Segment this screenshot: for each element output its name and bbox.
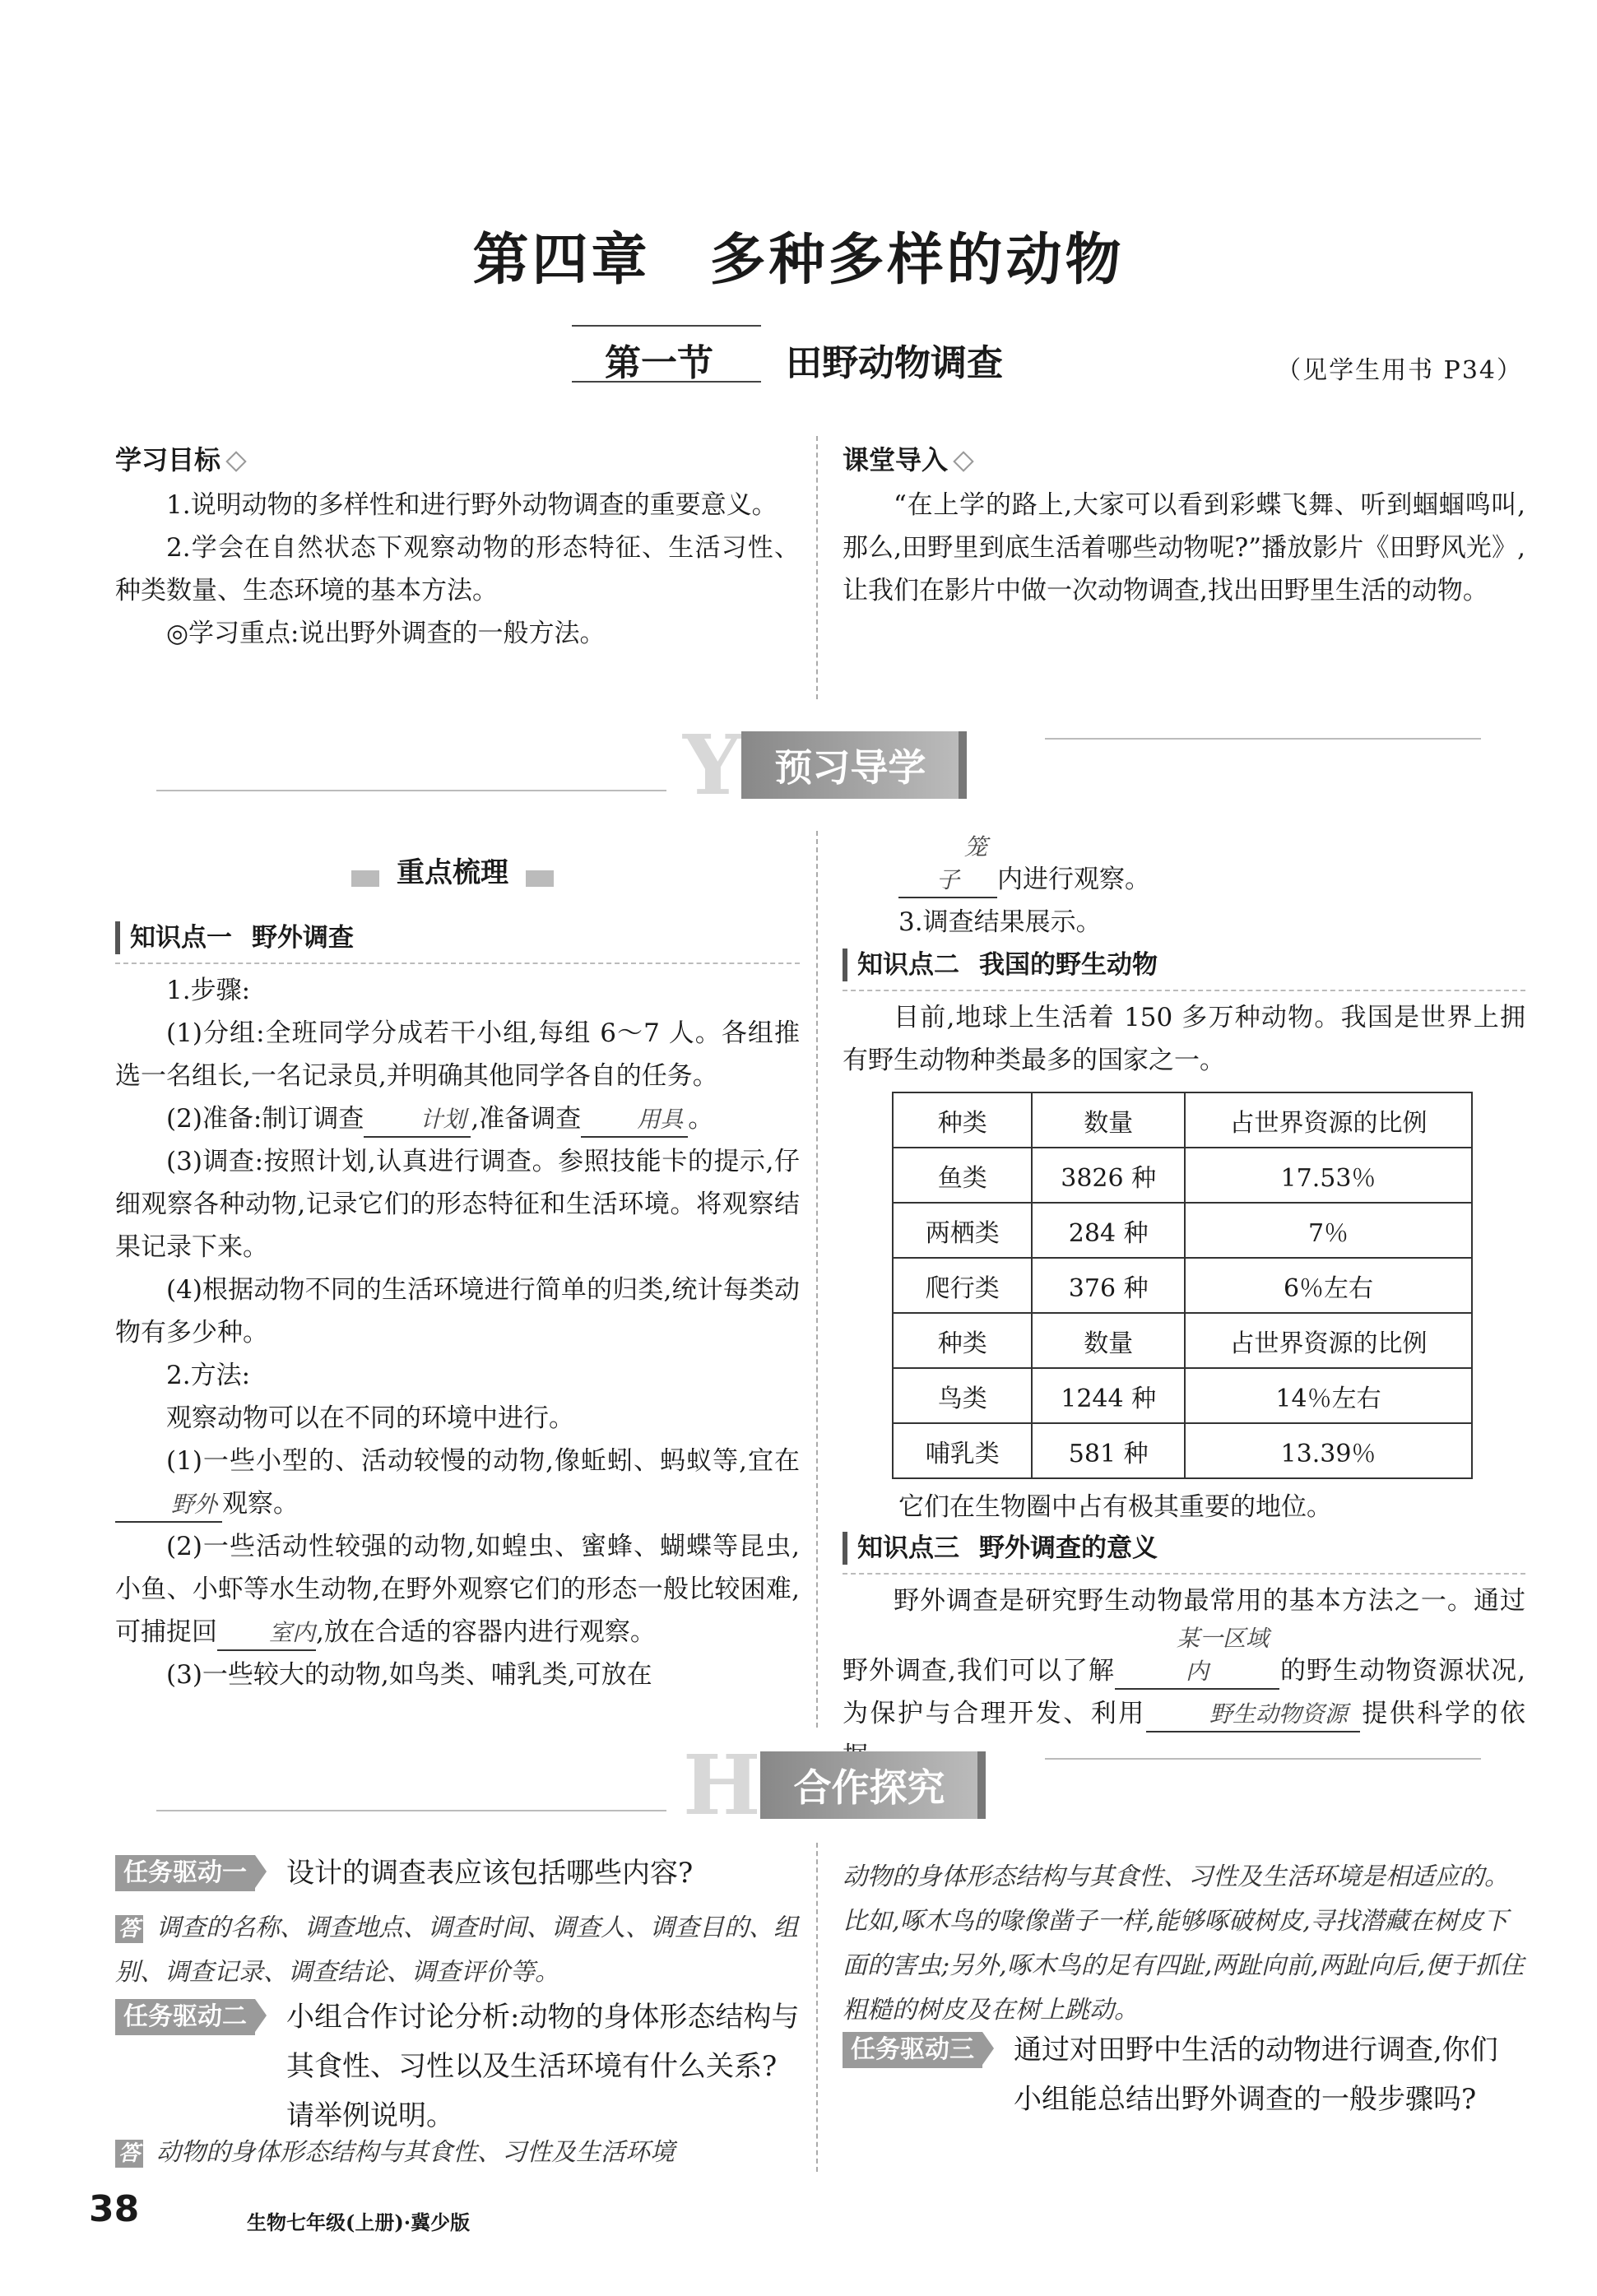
task-2 [115, 1999, 800, 2141]
kp2-number: 知识点二 [857, 950, 959, 980]
banner-label: 预习导学 [741, 731, 967, 799]
fill-blank[interactable]: 笼子 [898, 831, 997, 898]
wildlife-table [892, 1092, 1473, 1479]
task-2-tag: 任务驱动二 [115, 1999, 255, 2035]
column-divider [816, 831, 818, 1728]
task-1-answer: 答 调查的名称、调查地点、调查时间、调查人、调查目的、组别、调查记录、调查结论、调查评价等。 [115, 1913, 798, 1987]
kp3-heading [843, 1532, 1525, 1565]
kp3-text: 野外调查是研究野生动物最常用的基本方法之一。通过野外调查,我们可以了解某一区域内 的野生动物资源状况,为保护与合理开发、利用 野生动物资源 提供科学的依 [843, 1579, 1525, 1778]
kp2-after: 它们在生物圈中占有极其重要的地位。 [898, 1492, 1332, 1522]
kp3-title: 野外调查的意义 [979, 1533, 1158, 1563]
kp1-method-2: (2)一些活动性较强的动物,如蝗虫、蜜蜂、蝴蝶等昆虫,小鱼、小虾等水生动物,在野外观察它们的形态一般比较困难,可捕捉回 室内,放在合适的容器内进行观察。 [115, 1525, 800, 1654]
kp1-method-0: 观察动物可以在不同的环境中进行。 [166, 1403, 574, 1433]
kp1-method: 2.方法: [166, 1361, 251, 1390]
banner-label: 合作探究 [760, 1751, 986, 1819]
answer-icon: 答 [115, 2140, 143, 2168]
fill-blank[interactable]: 野外 [115, 1488, 222, 1523]
task-2-question: 小组合作讨论分析:动物的身体形态结构与其食性、习性以及生活环境有什么关系?请举例说明。 [286, 2001, 800, 2132]
task-3-tag: 任务驱动三 [843, 2032, 982, 2068]
learning-goals [115, 436, 800, 655]
kp1-result: 3.调查结果展示。 [898, 907, 1102, 937]
fill-blank[interactable]: 用具 [581, 1103, 688, 1138]
intro-heading: 课堂导入 [843, 444, 949, 475]
goals-heading: 学习目标 [115, 444, 221, 475]
task-1-question: 设计的调查表应该包括哪些内容? [286, 1857, 694, 1890]
kp1-steps: 1.步骤: [166, 976, 251, 1005]
kp2-text: 目前,地球上生活着 150 多万种动物。我国是世界上拥有野生动物种类最多的国家之一。 [843, 1003, 1525, 1075]
chapter-title: 第四章 多种多样的动物 [472, 227, 1125, 293]
goal-2: 2.学会在自然状态下观察动物的形态特征、生活习性、种类数量、生态环境的基本方法。 [115, 533, 800, 605]
kp2-title: 我国的野生动物 [979, 950, 1158, 980]
kp1-step-1: (1)分组:全班同学分成若干小组,每组 6～7 人。各组推选一名组长,一名记录员,并明确其他同学各自的任务。 [115, 1018, 800, 1091]
knowledge-point-1 [115, 921, 800, 1696]
cooperate-banner [683, 1737, 986, 1834]
fill-blank[interactable]: 室内 [217, 1616, 316, 1651]
kp1-number: 知识点一 [130, 923, 232, 953]
intro-text: “在上学的路上,大家可以看到彩蝶飞舞、听到蝈蝈鸣叫,那么,田野里到底生活着哪些动物呢?”播放影片《田野风光》,让我们在影片中做一次动物调查,找出田野里生活的动物。 [843, 490, 1525, 605]
right-column [843, 831, 1525, 1778]
kp1-step-2: (2)准备:制订调查 计划 ,准备调查 用具 。 [115, 1097, 800, 1140]
kp2-heading [843, 949, 1525, 981]
diamond-icon [953, 451, 973, 471]
preview-banner [683, 717, 967, 814]
kp3-number: 知识点三 [857, 1533, 959, 1563]
banner-rule-left [156, 790, 666, 791]
task-2-answer-start: 答 动物的身体形态结构与其食性、习性及生活环境 [115, 2131, 800, 2180]
kp1-step-3: (3)调查:按照计划,认真进行调查。参照技能卡的提示,仔细观察各种动物,记录它们的形态特征和生活环境。将观察结果记录下来。 [115, 1147, 800, 1262]
kp1-method-1: (1)一些小型的、活动较慢的动物,像蚯蚓、蚂蚁等,宜在野外 观察。 [115, 1440, 800, 1525]
section-title: 第一节 田野动物调查 [605, 342, 1003, 384]
banner-rule-left [156, 1810, 666, 1811]
fill-blank[interactable]: 计划 [364, 1103, 471, 1138]
book-footer: 生物七年级(上册)·冀少版 [247, 2210, 471, 2234]
table-header-row: 种类 数量 占世界资源的比例 [893, 1092, 1472, 1148]
column-divider [816, 436, 818, 699]
kp1-step-4: (4)根据动物不同的生活环境进行简单的归类,统计每类动物有多少种。 [115, 1275, 800, 1347]
table-row: 鱼类 3826 种 17.53％ [893, 1148, 1472, 1203]
table-row: 哺乳类 581 种 13.39％ [893, 1423, 1472, 1478]
task-3-question: 通过对田野中生活的动物进行调查,你们小组能总结出野外调查的一般步骤吗? [1014, 2034, 1498, 2116]
kp1-method-3: (3)一些较大的动物,如鸟类、哺乳类,可放在 [166, 1660, 652, 1690]
answer-icon: 答 [115, 1915, 143, 1943]
table-row: 两栖类 284 种 7％ [893, 1203, 1472, 1258]
banner-rule-right [1045, 1758, 1481, 1760]
diamond-icon [225, 451, 246, 471]
goal-key-point: ◎学习重点:说出野外调查的一般方法。 [166, 619, 606, 648]
kp1-heading [115, 921, 800, 954]
column-divider [816, 1843, 818, 2172]
class-intro [843, 436, 1525, 612]
task-3 [843, 2032, 1525, 2124]
task-1-tag: 任务驱动一 [115, 1855, 255, 1891]
table-header-row: 种类 数量 占世界资源的比例 [893, 1313, 1472, 1368]
fill-blank[interactable]: 某一区域内 [1115, 1622, 1279, 1690]
fill-blank[interactable]: 野生动物资源 [1146, 1698, 1360, 1732]
page-number: 38 [89, 2188, 140, 2230]
banner-letter: Y [683, 717, 742, 814]
goal-1: 1.说明动物的多样性和进行野外动物调查的重要意义。 [166, 490, 778, 520]
review-heading-wrap [329, 850, 576, 890]
banner-letter: H [683, 1737, 761, 1834]
table-row: 鸟类 1244 种 14％左右 [893, 1368, 1472, 1423]
table-row: 爬行类 376 种 6％左右 [893, 1258, 1472, 1313]
kp1-title: 野外调查 [252, 923, 354, 953]
review-heading: 重点梳理 [397, 856, 508, 889]
task-1 [115, 1855, 800, 1995]
banner-rule-right [1045, 738, 1481, 740]
kp1-method-3-cont: 笼子 内进行观察。 [843, 831, 1525, 901]
task-2-answer: 动物的身体形态结构与其食性、习性及生活环境是相适应的。比如,啄木鸟的喙像凿子一样,能够啄破树皮,寻找潜藏在树皮下面的害虫;另外,啄木鸟的足有四趾,两趾向前,两趾向后,便于抓住粗糙的树皮及在树上跳动。 [843, 1862, 1525, 2025]
student-book-ref: （见学生用书 P34） [1276, 356, 1523, 385]
